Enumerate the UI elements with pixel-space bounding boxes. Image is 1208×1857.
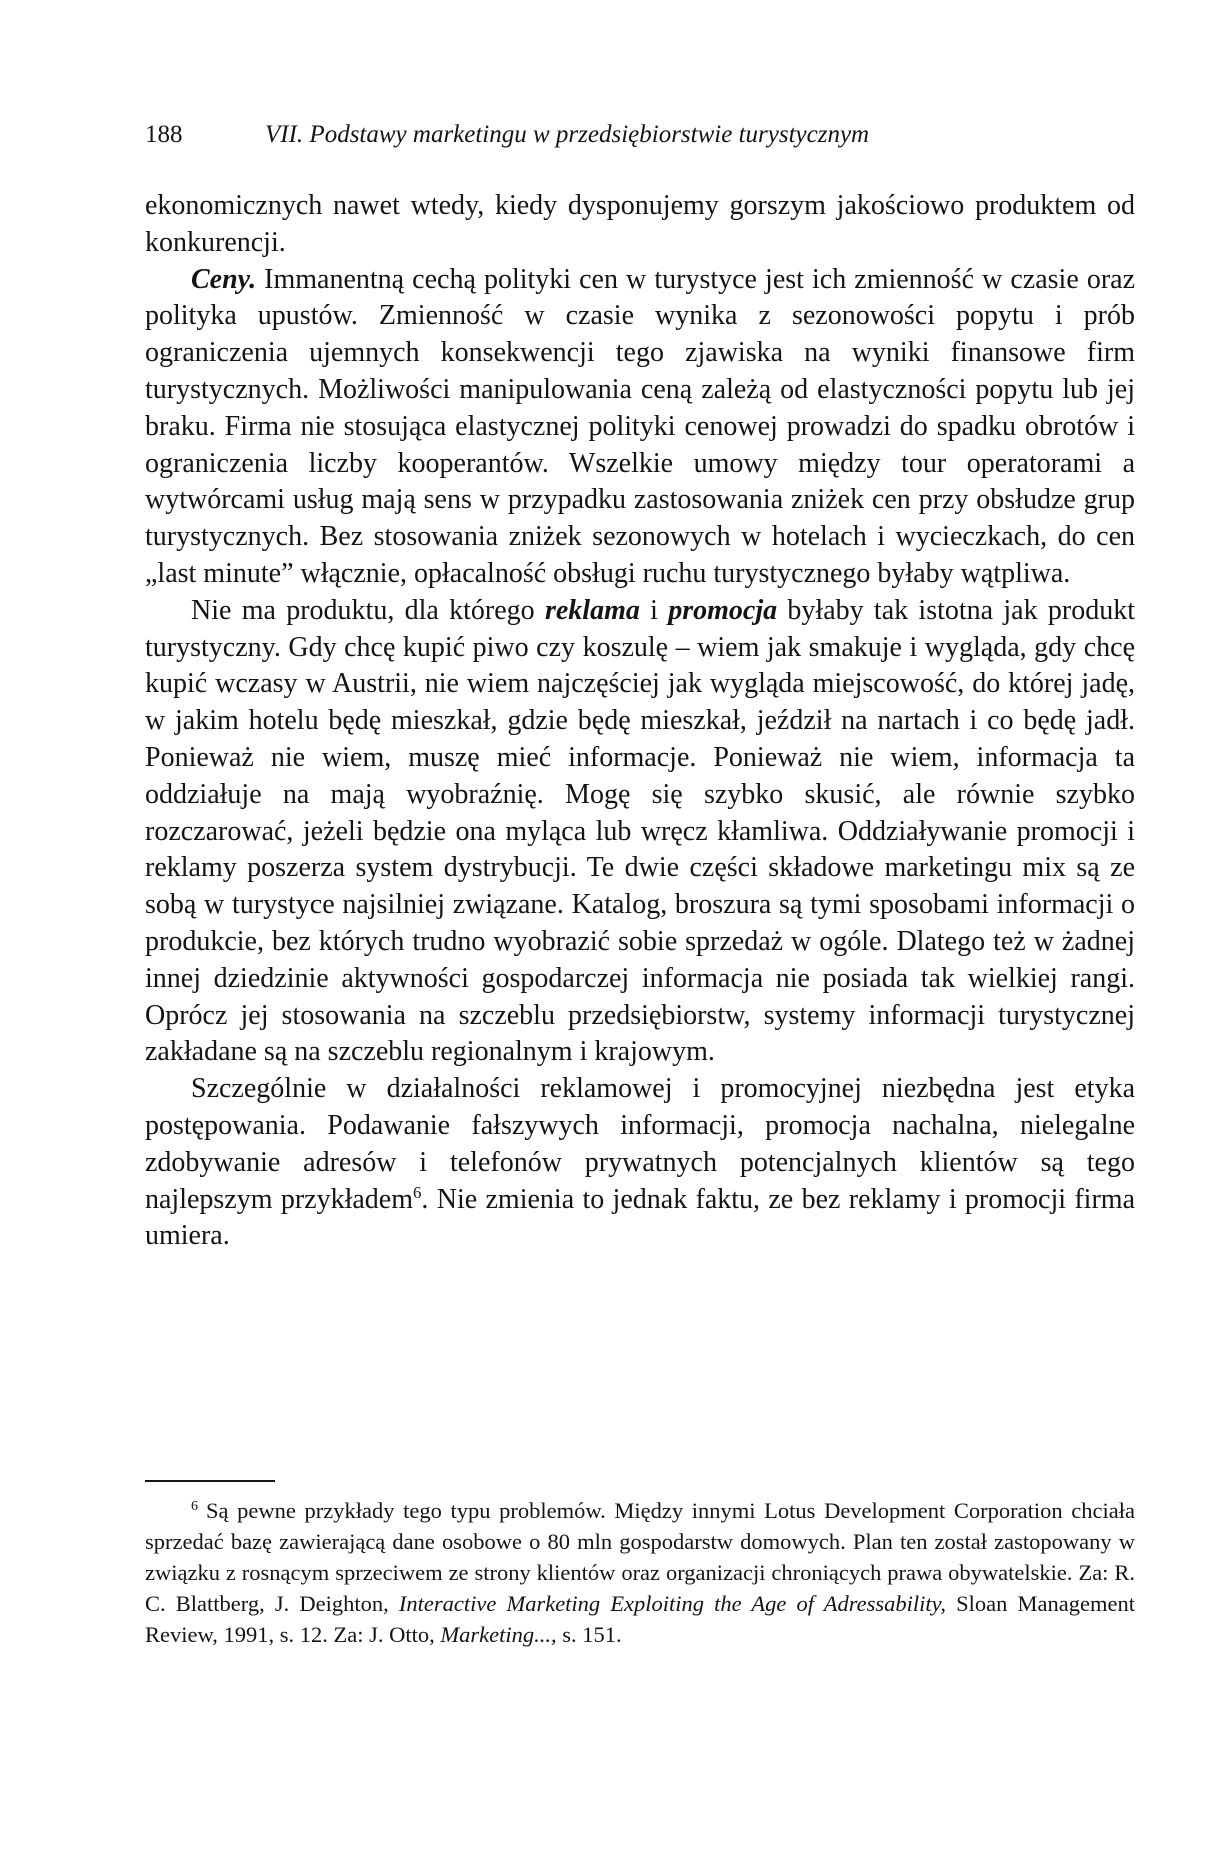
section-lead-word: Ceny. xyxy=(191,263,257,295)
page-number: 188 xyxy=(145,121,183,148)
footnote xyxy=(145,1495,1135,1650)
footnote-text-a: Są pewne przykłady tego typu problemów. Między innymi Lotus Development Corporation chciała sprzedać bazę zawierającą dane osobowe o 80 mln gospodarstw domowych. Plan ten został zastopowany w związku z rosnącym sprzeciwem ze strony klientów oraz organizacji chroniących prawa obywatelskie. Za: R. C. Blattberg, J. Deighton, xyxy=(145,1498,1135,1616)
paragraph-advertising-text-b: i xyxy=(650,594,658,626)
footnote-divider xyxy=(145,1480,275,1482)
running-header xyxy=(145,120,1135,150)
paragraph-prices xyxy=(145,262,1135,593)
footnote-title-2: Marketing..., xyxy=(440,1622,557,1647)
paragraph-ethics-text-b: . Nie zmienia to jednak faktu, ze bez reklamy i promocji firma umiera. xyxy=(145,1183,1135,1252)
running-title: VII. Podstawy marketingu w przedsiębiorstwie turystycznym xyxy=(265,121,870,148)
footnote-reference: 6 xyxy=(413,1182,422,1202)
paragraph-ethics-text-a: Szczególnie w działalności reklamowej i promocyjnej niezbędna jest etyka postępowania. Podawanie fałszywych informacji, promocja nachalna, nielegalne zdobywanie adresów i telefonów prywatnych potencjalnych klientów są tego najlepszym przykładem xyxy=(145,1073,1135,1215)
paragraph-advertising xyxy=(145,593,1135,1071)
paragraph-advertising-text-a: Nie ma produktu, dla którego xyxy=(191,594,535,626)
paragraph-advertising-text-c: byłaby tak istotna jak produkt turystyczny. Gdy chcę kupić piwo czy koszulę – wiem jak smakuje i wygląda, gdy chcę kupić wczasy w Austrii, nie wiem najczęściej jak wygląda miejscowość, do której jadę, w jakim hotelu będę mieszkał, gdzie będę mieszkał, jeździł na nartach i co będę jadł. Ponieważ nie wiem, muszę mieć informacje. Ponieważ nie wiem, informacja ta oddziałuje na mają wyobraźnię. Mogę się szybko skusić, ale równie szybko rozczarować, jeżeli będzie ona myląca lub wręcz kłamliwa. Oddziaływanie promocji i reklamy poszerza system dystrybucji. Te dwie części składowe marketingu mix są ze sobą w turystyce najsilniej związane. Katalog, broszura są tymi sposobami informacji o produkcie, bez których trudno wyobrazić sobie sprzedaż w ogóle. Dlatego też w żadnej innej dziedzinie aktywności gospodarczej informacja nie posiada tak wielkiej rangi. Oprócz jej stosowania na szczeblu przedsiębiorstw, systemy informacji turystycznej zakładane są na szczeblu regionalnym i krajowym. xyxy=(145,594,1135,1068)
footnote-title-1: Interactive Marketing Exploiting the Age of Adressability, xyxy=(398,1591,947,1616)
main-text xyxy=(145,188,1135,1255)
footnote-text-b: Sloan Management Review, 1991, s. 12. Za: J. Otto, xyxy=(145,1591,1136,1647)
paragraph-1: ekonomicznych nawet wtedy, kiedy dysponujemy gorszym jakościowo produktem od konkurencji. xyxy=(145,190,1135,258)
emphasis-reklama: reklama xyxy=(544,594,640,626)
footnote-mark: 6 xyxy=(191,1498,198,1514)
paragraph-prices-text: Immanentną cechą polityki cen w turystyce jest ich zmienność w czasie oraz polityka upustów. Zmienność w czasie wynika z sezonowości popytu i prób ograniczenia ujemnych konsekwencji tego zjawiska na wyniki finansowe firm turystycznych. Możliwości manipulowania ceną zależą od elastyczności popytu lub jej braku. Firma nie stosująca elastycznej polityki cenowej prowadzi do spadku obrotów i ograniczenia liczby kooperantów. Wszelkie umowy między tour operatorami a wytwórcami usług mają sens w przypadku zastosowania zniżek cen przy obsłudze grup turystycznych. Bez stosowania zniżek sezonowych w hotelach i wycieczkach, do cen „last minute” włącznie, opłacalność obsługi ruchu turystycznego byłaby wątpliwa. xyxy=(145,263,1136,589)
emphasis-promocja: promocja xyxy=(668,594,778,626)
paragraph-ethics xyxy=(145,1071,1135,1255)
footnote-text-c: s. 151. xyxy=(562,1622,622,1647)
